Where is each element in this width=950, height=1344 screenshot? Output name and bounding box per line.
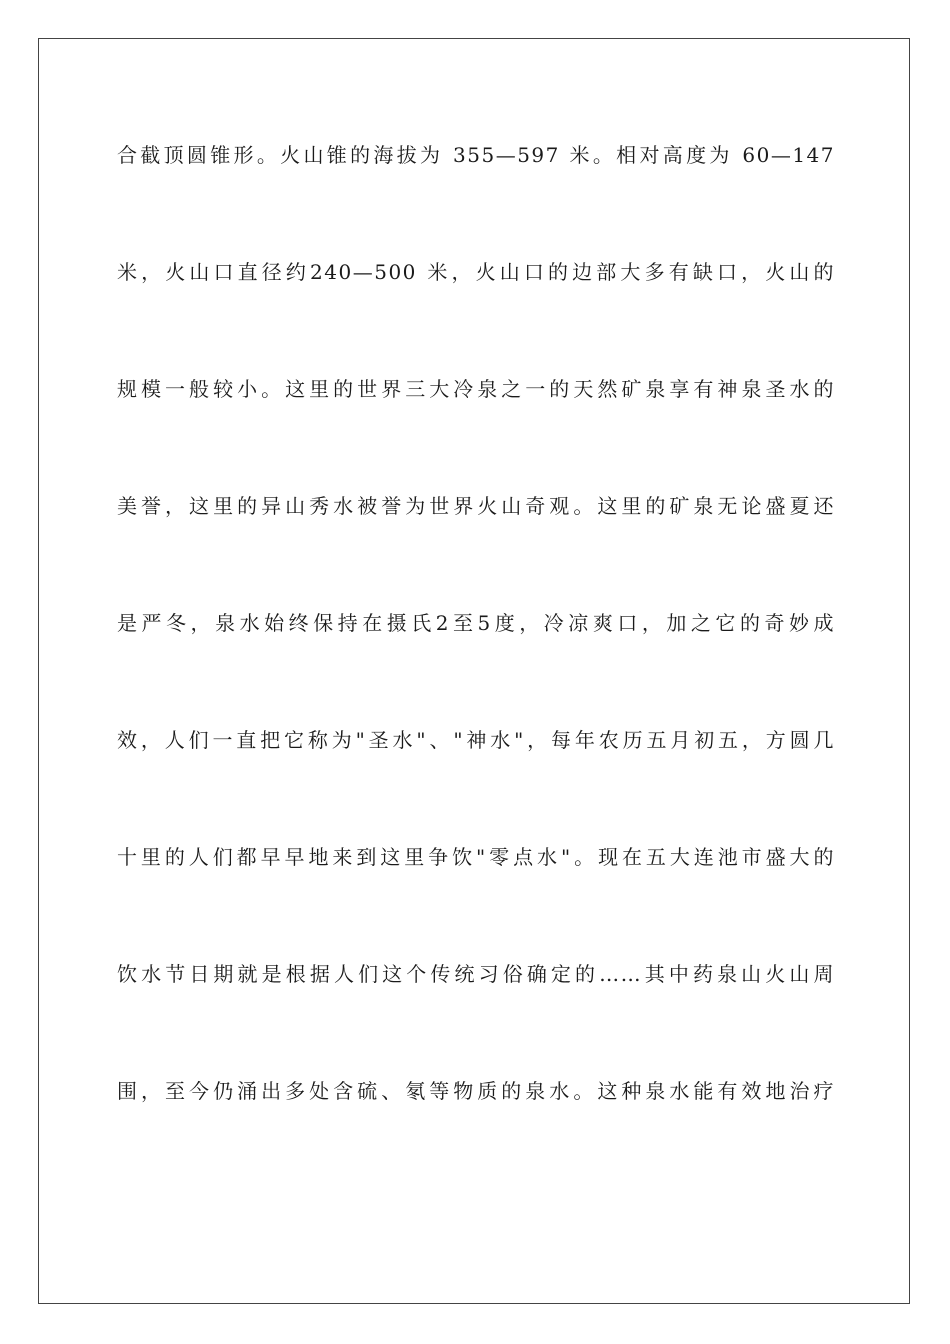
text-line-2: 米，火山口直径约240—500 米，火山口的边部大多有缺口，火山的 [117,260,835,284]
text-line-6: 效，人们一直把它称为"圣水"、"神水"，每年农历五月初五，方圆几 [117,728,835,752]
document-body [117,128,835,1181]
text-line-1: 合截顶圆锥形。火山锥的海拔为 355—597 米。相对高度为 60—147 [117,143,835,167]
text-line-3: 规模一般较小。这里的世界三大冷泉之一的天然矿泉享有神泉圣水的 [117,377,835,401]
text-line-8: 饮水节日期就是根据人们这个传统习俗确定的……其中药泉山火山周 [117,962,835,986]
text-line-9: 围，至今仍涌出多处含硫、氡等物质的泉水。这种泉水能有效地治疗 [117,1079,835,1103]
text-line-7: 十里的人们都早早地来到这里争饮"零点水"。现在五大连池市盛大的 [117,845,835,869]
text-line-5: 是严冬，泉水始终保持在摄氏2至5度，冷凉爽口，加之它的奇妙成 [117,611,835,635]
text-line-4: 美誉，这里的异山秀水被誉为世界火山奇观。这里的矿泉无论盛夏还 [117,494,835,518]
